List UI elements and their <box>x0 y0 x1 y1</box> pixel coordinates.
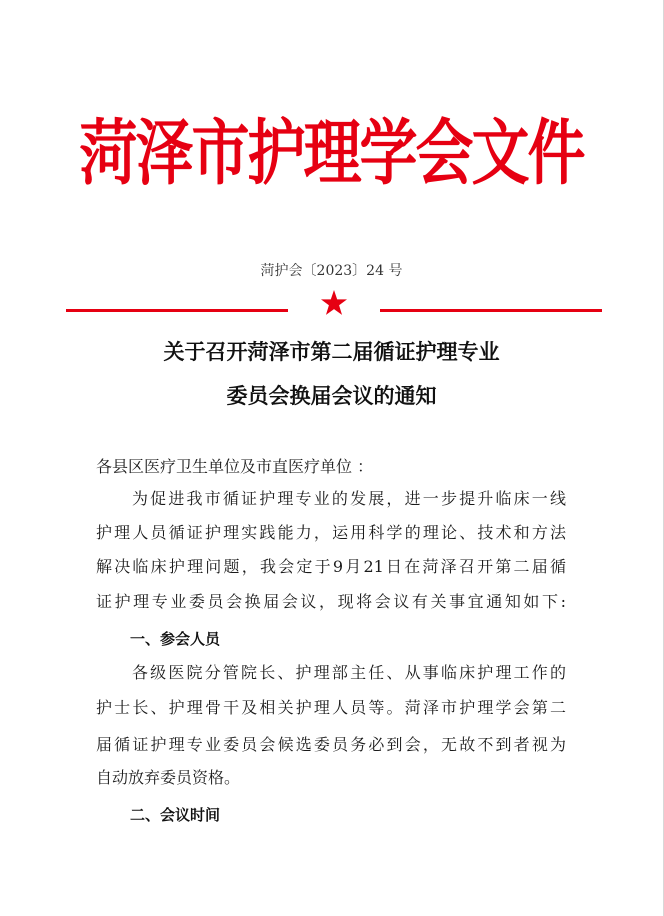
divider-line-right <box>380 309 602 312</box>
star-icon <box>320 290 348 316</box>
document-number: 菏护会〔2023〕24 号 <box>260 263 403 279</box>
paragraph1-line3: 解决临床护理问题，我会定于9月21日在菏泽召开第二届循 <box>96 557 566 576</box>
paragraph1-line2: 护理人员循证护理实践能力，运用科学的理论、技术和方法 <box>96 523 566 542</box>
paragraph1-line4: 证护理专业委员会换届会议，现将会议有关事宜通知如下: <box>96 592 566 611</box>
salutation: 各县区医疗卫生单位及市直医疗单位 ： <box>96 457 374 476</box>
notice-title-line2: 委员会换届会议的通知 <box>226 383 437 408</box>
notice-title-line1: 关于召开菏泽市第二届循证护理专业 <box>163 339 500 364</box>
paragraph2-line2: 护士长、护理骨干及相关护理人员等。菏泽市护理学会第二 <box>96 698 566 717</box>
paragraph2-line4: 自动放弃委员资格。 <box>96 768 241 787</box>
section2-heading: 二、会议时间 <box>130 806 221 824</box>
red-divider <box>66 290 602 314</box>
paragraph1-line1: 为促进我市循证护理专业的发展，进一步提升临床一线 <box>132 489 566 508</box>
paragraph2-line3: 届循证护理专业委员会候选委员务必到会，无故不到者视为 <box>96 735 566 754</box>
masthead-title: 菏泽市护理学会文件 <box>79 111 584 195</box>
paragraph2-line1: 各级医院分管院长、护理部主任、从事临床护理工作的 <box>132 663 566 682</box>
section1-heading: 一、参会人员 <box>130 630 221 648</box>
divider-line-left <box>66 309 288 312</box>
